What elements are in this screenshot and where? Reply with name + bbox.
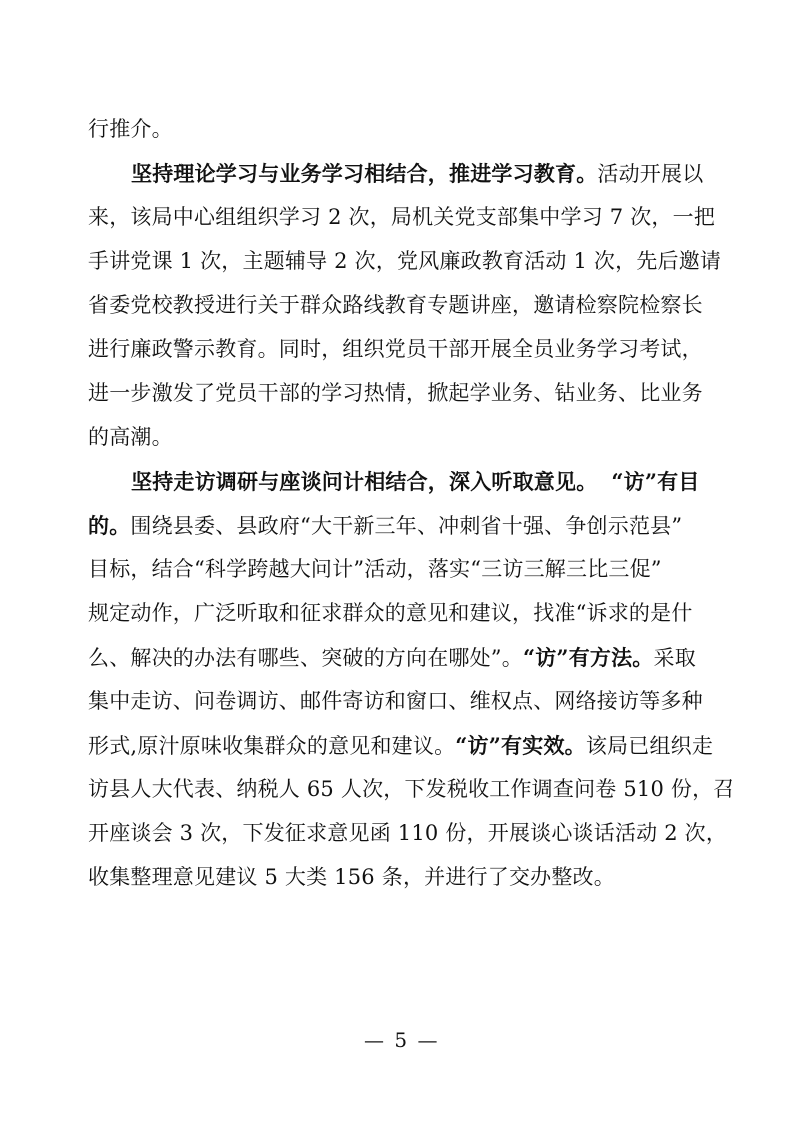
- paragraph-2-line-7-start: 形式,原汁原味收集群众的意见和建议。: [88, 734, 456, 758]
- sub-heading-methods: “访”有方法。: [522, 645, 654, 670]
- paragraph-2-line-10: 收集整理意见建议 5 大类 156 条，并进行了交办整改。: [88, 865, 615, 889]
- paragraph-2-line-6: 集中走访、问卷调访、邮件寄访和窗口、维权点、网络接访等多种: [88, 689, 703, 713]
- paragraph-continuation-line: 行推介。: [88, 117, 173, 141]
- paragraph-2-line-8: 访县人大代表、纳税人 65 人次，下发税收工作调查问卷 510 份，召: [88, 777, 735, 801]
- paragraph-2-line-7-rest: 该局已组织走: [585, 734, 714, 758]
- section-heading-visits: 坚持走访调研与座谈问计相结合，深入听取意见。: [131, 469, 598, 494]
- sub-heading-results: “访”有实效。: [455, 733, 586, 758]
- paragraph-2-line-1: [131, 471, 700, 492]
- paragraph-2-line-2-rest: 围绕县委、县政府“大干新三年、冲刺省十强、争创示范县”: [130, 514, 683, 538]
- paragraph-1-line-6: 进一步激发了党员干部的学习热情，掀起学业务、钻业务、比业务: [88, 381, 703, 405]
- paragraph-1-line-4: 省委党校教授进行关于群众路线教育专题讲座，邀请检察院检察长: [88, 293, 703, 317]
- paragraph-2-line-2: [88, 515, 682, 537]
- paragraph-2-line-9: 开座谈会 3 次，下发征求意见函 110 份，开展谈心谈话活动 2 次，: [88, 821, 728, 845]
- paragraph-2-line-5-rest: 采取: [653, 646, 696, 670]
- paragraph-2-line-3: 目标，结合“科学跨越大问计”活动，落实“三访三解三比三促”: [88, 557, 662, 581]
- paragraph-1-line-1-rest: 活动开展以: [597, 162, 704, 186]
- sub-heading-purpose-a: “访”有目: [611, 469, 700, 494]
- page-number: — 5 —: [364, 1028, 440, 1052]
- paragraph-1-line-7: 的高潮。: [88, 425, 173, 449]
- sub-heading-purpose-b: 的。: [88, 513, 131, 538]
- paragraph-2-line-5-start: 么、解决的办法有哪些、突破的方向在哪处”。: [88, 646, 523, 670]
- paragraph-2-line-7: [88, 735, 713, 757]
- paragraph-1-line-2: 来，该局中心组组织学习 2 次，局机关党支部集中学习 7 次，一把: [88, 205, 716, 229]
- paragraph-1-line-3: 手讲党课 1 次，主题辅导 2 次，党风廉政教育活动 1 次，先后邀请: [88, 249, 722, 273]
- paragraph-2-line-4: 规定动作，广泛听取和征求群众的意见和建议，找准“诉求的是什: [88, 601, 693, 625]
- paragraph-1-line-5: 进行廉政警示教育。同时，组织党员干部开展全员业务学习考试，: [88, 337, 703, 361]
- paragraph-2-line-5: [88, 647, 696, 669]
- paragraph-1-line-1: [131, 163, 703, 185]
- section-heading-study: 坚持理论学习与业务学习相结合，推进学习教育。: [131, 161, 598, 186]
